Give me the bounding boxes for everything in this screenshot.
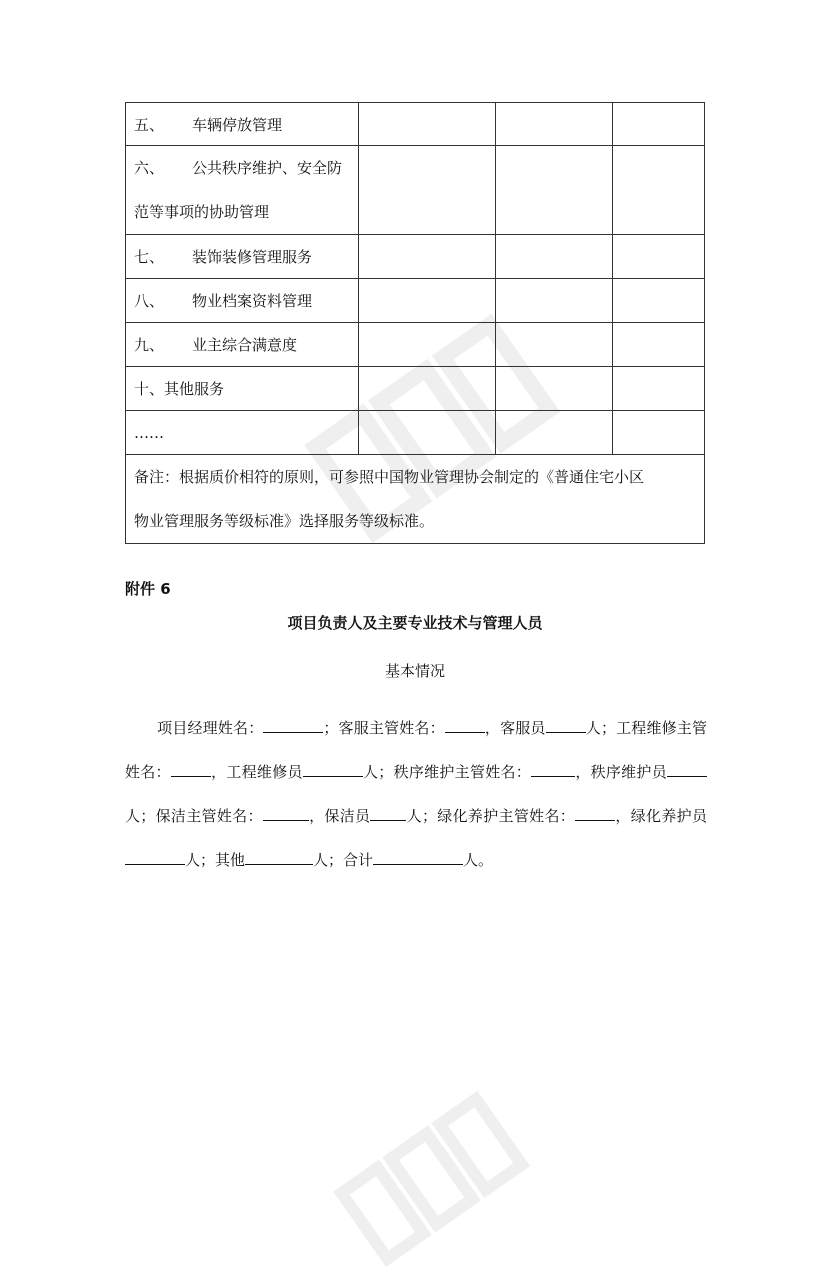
table-row xyxy=(126,103,705,146)
personnel-form-paragraph: 项目经理姓名： ；客服主管姓名： ，客服员 人；工程维修主管姓名： ，工程维修员 人；秩序维护主管姓名： ，秩序维护员人；保洁主管姓名： ，保洁员 人；绿化养护主管姓名： ，绿化养护员人；其他 人；合计 人。 xyxy=(125,719,707,869)
service-staff-count-blank[interactable] xyxy=(546,718,586,733)
table-cell xyxy=(359,235,496,279)
table-row xyxy=(126,146,705,235)
watermark-logo-bottom xyxy=(330,1080,530,1280)
table-cell xyxy=(496,367,613,411)
table-row xyxy=(126,235,705,279)
service-supervisor-name-blank[interactable] xyxy=(445,718,485,733)
project-manager-name-blank[interactable] xyxy=(263,718,323,733)
greening-staff-count-blank[interactable] xyxy=(125,850,185,865)
table-cell xyxy=(359,367,496,411)
table-cell xyxy=(359,146,496,235)
section-subtitle: 基本情况 xyxy=(384,662,445,680)
item-label: 十、其他服务 xyxy=(126,367,359,411)
table-row xyxy=(126,367,705,411)
section-title: 项目负责人及主要专业技术与管理人员 xyxy=(287,614,543,632)
table-cell xyxy=(613,411,705,455)
table-cell xyxy=(613,279,705,323)
table-cell xyxy=(496,235,613,279)
item-label: 六、 公共秩序维护、安全防 范等事项的协助管理 xyxy=(126,146,359,235)
table-cell xyxy=(359,323,496,367)
cleaning-supervisor-name-blank[interactable] xyxy=(263,806,309,821)
cleaning-staff-count-blank[interactable] xyxy=(370,806,406,821)
table-cell xyxy=(496,146,613,235)
table-cell xyxy=(613,323,705,367)
service-items-table xyxy=(125,102,705,544)
other-staff-count-blank[interactable] xyxy=(245,850,313,865)
table-cell xyxy=(613,103,705,146)
table-cell xyxy=(359,103,496,146)
note-cell: 备注：根据质价相符的原则，可参照中国物业管理协会制定的《普通住宅小区 物业管理服务等级标准》选择服务等级标准。 xyxy=(126,455,705,544)
table-cell xyxy=(496,411,613,455)
maintenance-supervisor-name-blank[interactable] xyxy=(171,762,211,777)
item-label: 九、 业主综合满意度 xyxy=(126,323,359,367)
table-cell xyxy=(359,411,496,455)
table-cell xyxy=(359,279,496,323)
item-label: 八、 物业档案资料管理 xyxy=(126,279,359,323)
table-cell xyxy=(496,279,613,323)
item-label: …… xyxy=(126,411,359,455)
item-label: 五、 车辆停放管理 xyxy=(126,103,359,146)
table-cell xyxy=(613,146,705,235)
item-label: 七、 装饰装修管理服务 xyxy=(126,235,359,279)
maintenance-staff-count-blank[interactable] xyxy=(303,762,363,777)
security-staff-count-blank[interactable] xyxy=(667,762,707,777)
security-supervisor-name-blank[interactable] xyxy=(531,762,575,777)
table-cell xyxy=(496,103,613,146)
table-row xyxy=(126,455,705,544)
attachment-label: 附件 6 xyxy=(125,580,171,598)
greening-supervisor-name-blank[interactable] xyxy=(575,806,615,821)
table-cell xyxy=(613,235,705,279)
table-row xyxy=(126,411,705,455)
total-staff-count-blank[interactable] xyxy=(373,850,463,865)
table-row xyxy=(126,279,705,323)
table-cell xyxy=(613,367,705,411)
table-row xyxy=(126,323,705,367)
table-cell xyxy=(496,323,613,367)
